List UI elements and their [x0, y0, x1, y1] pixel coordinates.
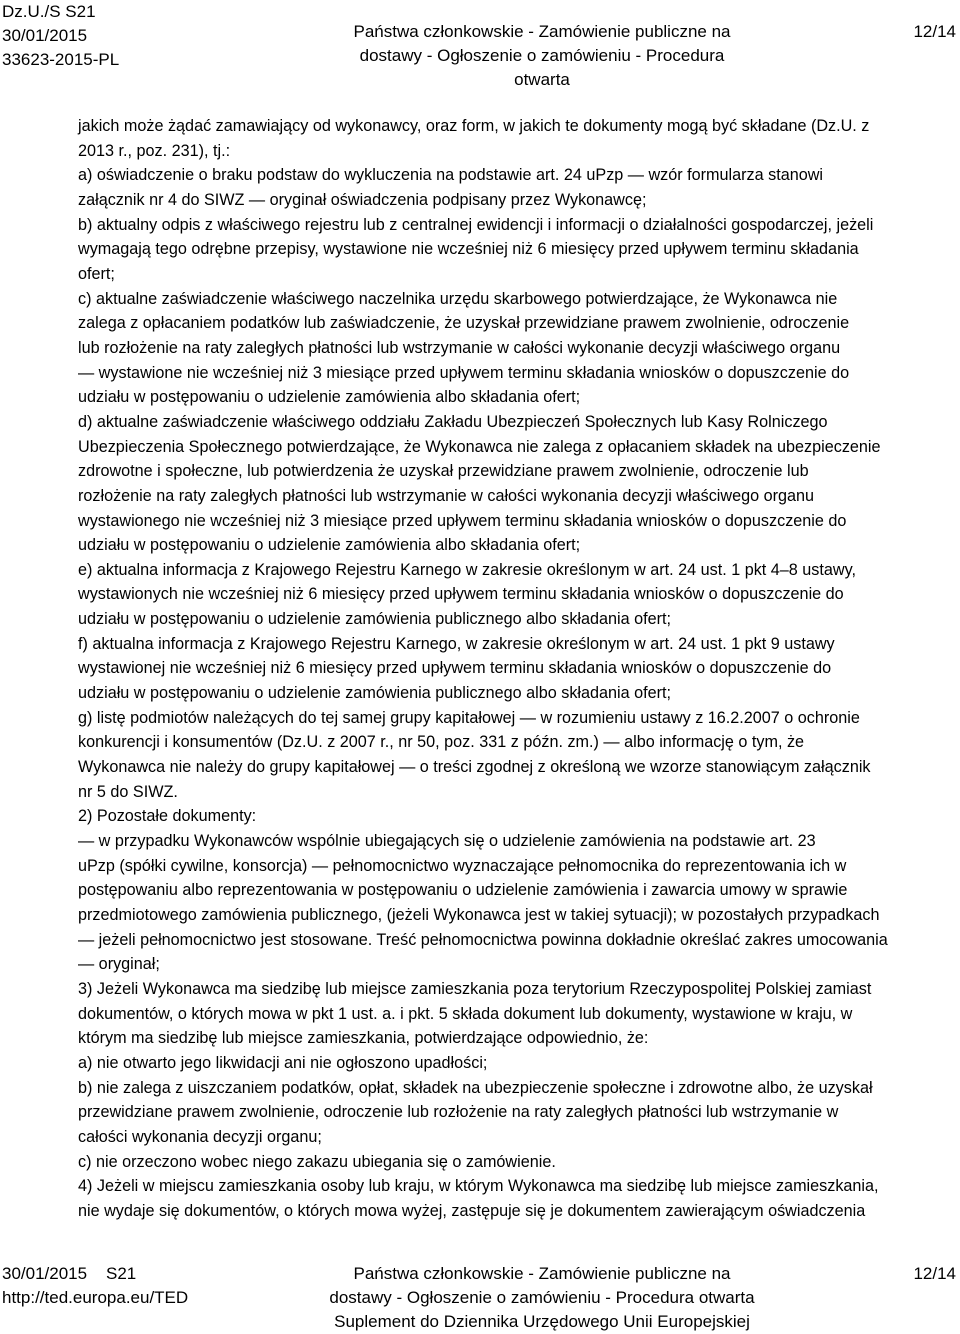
- document-body: [78, 114, 958, 1224]
- notice-id: 33623-2015-PL: [2, 50, 120, 69]
- body-text-line: — oryginał;: [78, 955, 160, 974]
- footer-date: 30/01/2015 S21: [2, 1264, 137, 1283]
- body-text-line: udziału w postępowaniu o udzielenie zamówienia albo składania ofert;: [78, 536, 581, 555]
- body-text-line: udziału w postępowaniu o udzielenie zamówienia publicznego albo składania ofert;: [78, 610, 672, 629]
- body-text-line: a) oświadczenie o braku podstaw do wykluczenia na podstawie art. 24 uPzp — wzór formularza stanowi: [78, 166, 823, 185]
- body-text-line: nie wydaje się dokumentów, o których mowa wyżej, zastępuje się je dokumentem zawierającym oświadczenia: [78, 1201, 866, 1220]
- header-left: [2, 0, 119, 72]
- footer-title: [308, 1262, 776, 1334]
- body-text-line: 4) Jeżeli w miejscu zamieszkania osoby lub kraju, w którym Wykonawca ma siedzibę lub miejsce zamieszkania,: [78, 1177, 879, 1196]
- header-title-line-1: Państwa członkowskie - Zamówienie publiczne na: [353, 22, 731, 41]
- body-text-line: dokumentów, o których mowa w pkt 1 ust. a. i pkt. 5 składa dokument lub dokumenty, wystawione w kraju, w: [78, 1004, 853, 1023]
- body-text-line: jakich może żądać zamawiający od wykonawcy, oraz form, w jakich te dokumenty mogą być składane (Dz.U. z: [78, 117, 870, 135]
- footer-page-number: 12/14: [913, 1264, 956, 1283]
- body-text-line: d) aktualne zaświadczenie właściwego oddziału Zakładu Ubezpieczeń Społecznych lub Kasy Rolniczego: [78, 412, 828, 431]
- body-text-line: lub rozłożenie na raty zaległych płatności lub wstrzymanie w całości wykonanie decyzji właściwego organu: [78, 338, 841, 357]
- body-text-line: g) listę podmiotów należących do tej samej grupy kapitałowej — w rozumieniu ustawy z 16.2.2007 o ochronie: [78, 708, 860, 727]
- body-text-line: zalega z opłacaniem podatków lub zaświadczenie, że uzyskał przewidziane prawem zwolnienie, odroczenie: [78, 314, 850, 333]
- footer-title-line-1: Państwa członkowskie - Zamówienie publiczne na: [353, 1264, 731, 1283]
- body-text-line: b) aktualny odpis z właściwego rejestru lub z centralnej ewidencji i informacji o działalności gospodarczej, jeżeli: [78, 215, 874, 234]
- body-text-line: c) aktualne zaświadczenie właściwego naczelnika urzędu skarbowego potwierdzające, że Wykonawca nie: [78, 289, 838, 308]
- body-text-line: wymagają tego odrębne przepisy, wystawione nie wcześniej niż 6 miesięcy przed upływem terminu składania: [78, 240, 859, 259]
- body-text-line: konkurencji i konsumentów (Dz.U. z 2007 r., nr 50, poz. 331 z późn. zm.) — albo informację o tym, że: [78, 733, 805, 752]
- body-text-line: — wystawione nie wcześniej niż 3 miesiące przed upływem terminu składania wniosków o dopuszczenie do: [78, 363, 850, 382]
- body-text-line: b) nie zalega z uiszczaniem podatków, opłat, składek na ubezpieczenie społeczne i zdrowotne albo, że uzyskał: [78, 1078, 873, 1097]
- body-text-line: nr 5 do SIWZ.: [78, 782, 178, 801]
- footer-title-line-2: dostawy - Ogłoszenie o zamówieniu - Procedura otwarta: [329, 1288, 755, 1307]
- body-text-line: którym ma siedzibę lub miejsce zamieszkania, potwierdzające odpowiednio, że:: [78, 1029, 649, 1048]
- body-text-line: całości wykonania decyzji organu;: [78, 1127, 322, 1146]
- header-date: 30/01/2015: [2, 26, 88, 45]
- body-text-line: 2) Pozostałe dokumenty:: [78, 807, 257, 826]
- body-text-line: — jeżeli pełnomocnictwo jest stosowane. Treść pełnomocnictwa powinna dokładnie określać zakres umocowania: [78, 930, 888, 949]
- header-title: [332, 20, 752, 92]
- body-text-line: udziału w postępowaniu o udzielenie zamówienia publicznego albo składania ofert;: [78, 684, 672, 703]
- header-page-number: 12/14: [913, 22, 956, 41]
- body-text-line: udziału w postępowaniu o udzielenie zamówienia albo składania ofert;: [78, 388, 581, 407]
- header-title-line-2: dostawy - Ogłoszenie o zamówieniu - Procedura otwarta: [359, 46, 725, 89]
- body-text-line: wystawionego nie wcześniej niż 3 miesiące przed upływem terminu składania wniosków o dopuszczenie do: [78, 511, 847, 530]
- body-text-line: załącznik nr 4 do SIWZ — oryginał oświadczenia podpisany przez Wykonawcę;: [78, 190, 647, 209]
- body-text-line: e) aktualna informacja z Krajowego Rejestru Karnego w zakresie określonym w art. 24 ust. 1 pkt 4–8 ustawy,: [78, 560, 856, 579]
- body-text-line: Ubezpieczenia Społecznego potwierdzające, że Wykonawca nie zalega z opłacaniem składek na ubezpieczenie: [78, 437, 881, 456]
- body-text-line: wystawionych nie wcześniej niż 6 miesięcy przed upływem terminu składania wniosków o dopuszczenie do: [78, 585, 844, 604]
- body-text-line: przewidziane prawem zwolnienie, odroczenie lub rozłożenie na raty zaległych płatności lub wstrzymanie w: [78, 1103, 839, 1122]
- footer-title-line-3: Suplement do Dziennika Urzędowego Unii Europejskiej: [334, 1312, 750, 1331]
- body-text-line: Wykonawca nie należy do grupy kapitałowej — o treści zgodnej z określoną we wzorze stanowiącym załącznik: [78, 758, 871, 777]
- body-text-line: przedmiotowego zamówienia publicznego, (jeżeli Wykonawca jest w takiej sytuacji); w pozostałych przypadkach: [78, 906, 880, 924]
- body-text-line: c) nie orzeczono wobec niego zakazu ubiegania się o zamówienie.: [78, 1152, 556, 1171]
- footer-left: [2, 1262, 188, 1310]
- body-text-line: 3) Jeżeli Wykonawca ma siedzibę lub miejsce zamieszkania poza terytorium Rzeczypospolitej Polskiej zamiast: [78, 979, 872, 998]
- body-text-line: zdrowotne i społeczne, lub potwierdzenia że uzyskał przewidziane prawem zwolnienie, odroczenie lub: [78, 462, 809, 481]
- body-text-line: postępowaniu albo reprezentowania w postępowaniu o udzielenie zamówienia i zawarcia umowy w sprawie: [78, 881, 848, 900]
- footer-url[interactable]: http://ted.europa.eu/TED: [2, 1288, 189, 1307]
- body-text-line: 2013 r., poz. 231), tj.:: [78, 141, 231, 160]
- page-footer: [0, 1262, 960, 1334]
- body-text-line: wystawionej nie wcześniej niż 6 miesięcy przed upływem terminu składania wniosków o dopuszczenie do: [78, 659, 832, 678]
- page-header: [0, 0, 960, 89]
- body-text-line: rozłożenie na raty zaległych płatności lub wstrzymanie w całości wykonania decyzji właściwego organu: [78, 486, 814, 505]
- journal-reference: Dz.U./S S21: [2, 2, 96, 21]
- body-text-line: uPzp (spółki cywilne, konsorcja) — pełnomocnictwo wyznaczające pełnomocnika do reprezentowania ich w: [78, 856, 847, 875]
- body-text-line: — w przypadku Wykonawców wspólnie ubiegających się o udzielenie zamówienia na podstawie art. 23: [78, 832, 816, 851]
- body-text-line: ofert;: [78, 264, 115, 283]
- body-text-line: a) nie otwarto jego likwidacji ani nie ogłoszono upadłości;: [78, 1053, 488, 1072]
- body-text-line: f) aktualna informacja z Krajowego Rejestru Karnego, w zakresie określonym w art. 24 ust. 1 pkt 9 ustawy: [78, 634, 835, 653]
